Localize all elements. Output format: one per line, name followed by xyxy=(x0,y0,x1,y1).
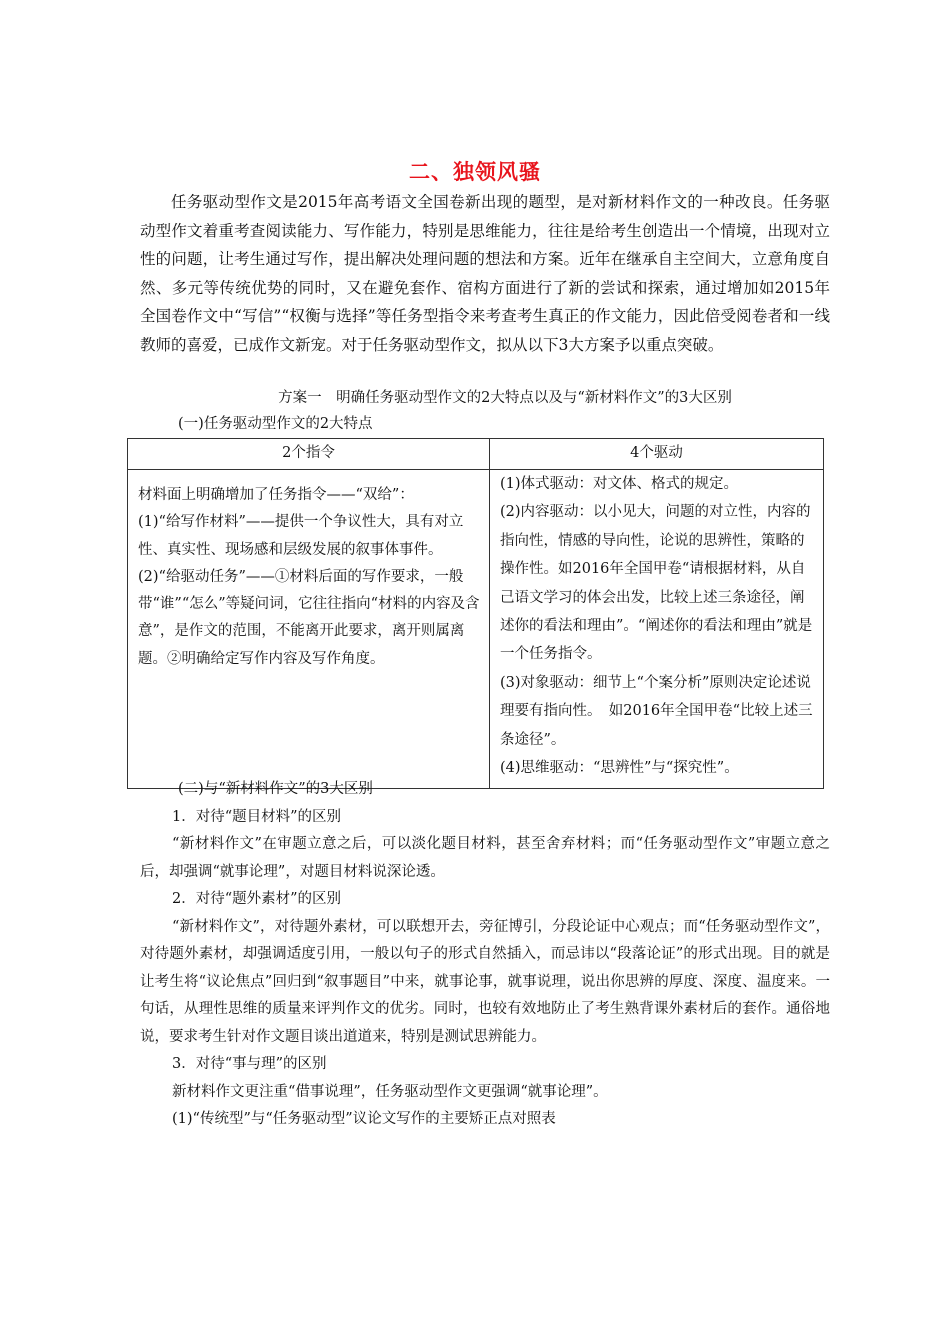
drivers-line: (2)内容驱动：以小见大，问题的对立性，内容的指向性，情感的导向性，论说的思辨性，策略的操作性。如2016年全国甲卷“请根据材料，从自己语文学习的体会出发，比较上述三条途径，阐述你的看法和理由”。“阐述你的看法和理由”就是一个任务指令。 xyxy=(500,504,813,663)
drivers-line: (4)思维驱动：“思辨性”与“探究性”。 xyxy=(500,760,739,777)
table-header-directives: 2个指令 xyxy=(128,439,490,470)
comparison-table-caption: (1)“传统型”与“任务驱动型”议论文写作的主要矫正点对照表 xyxy=(172,1111,556,1127)
directives-line: (1)“给写作材料”——提供一个争议性大，具有对立性、真实性、现场感和层级发展的叙事体事件。 xyxy=(138,514,464,558)
table-row xyxy=(128,470,824,789)
section-one-title: (一)任务驱动型作文的2大特点 xyxy=(178,416,373,432)
directives-line: (2)“给驱动任务”——①材料后面的写作要求，一般带“谁”“怎么”等疑问词，它往往指向“材料的内容及含意”，是作文的范围，不能离开此要求，离开则属离题。②明确给定写作内容及写作角度。 xyxy=(138,568,480,667)
drivers-line: (1)体式驱动：对文体、格式的规定。 xyxy=(500,476,739,492)
directives-cell xyxy=(128,470,490,789)
difference-2-title: 2．对待“题外素材”的区别 xyxy=(172,891,342,907)
drivers-cell xyxy=(490,470,824,789)
directives-line: 材料面上明确增加了任务指令——“双给”： xyxy=(138,487,414,503)
difference-1-title: 1．对待“题目材料”的区别 xyxy=(172,808,342,825)
difference-3-title: 3．对待“事与理”的区别 xyxy=(172,1056,327,1072)
difference-3-text: 新材料作文更注重“借事说理”，任务驱动型作文更强调“就事论理”。 xyxy=(172,1083,608,1100)
difference-1-text: “新材料作文”在审题立意之后，可以淡化题目材料，甚至舍弃材料；而“任务驱动型作文”审题立意之后，却强调“就事论理”，对题目材料说深论透。 xyxy=(140,836,830,880)
difference-2-text: “新材料作文”，对待题外素材，可以联想开去，旁征博引，分段论证中心观点；而“任务驱动型作文”，对待题外素材，却强调适度引用，一般以句子的形式自然插入，而忌讳以“段落论证”的形式出现。目的就是让考生将“议论焦点”回归到“叙事题目”中来，就事论事，就事说理，说出你思辨的厚度、深度、温度来。一句话，从理性思维的质量来评判作文的优劣。同时，也较有效地防止了考生熟背课外素材后的套作。通俗地说，要求考生针对作文题目谈出道道来，特别是测试思辨能力。 xyxy=(140,918,830,1045)
drivers-line: (3)对象驱动：细节上“个案分析”原则决定论述说理要有指向性。 如2016年全国甲卷“比较上述三条途径”。 xyxy=(500,674,813,748)
section-two-title: (二)与“新材料作文”的3大区别 xyxy=(178,781,373,797)
table-header-row xyxy=(128,439,824,470)
intro-paragraph: 任务驱动型作文是2015年高考语文全国卷新出现的题型，是对新材料作文的一种改良。任务驱动型作文着重考查阅读能力、写作能力，特别是思维能力，往往是给考生创造出一个情境，出现对立性的问题，让考生通过写作，提出解决处理问题的想法和方案。近年在继承自主空间大，立意角度自然、多元等传统优势的同时，又在避免套作、宿构方面进行了新的尝试和探索，通过增加如2015年全国卷作文中“写信”“权衡与选择”等任务型指令来考查考生真正的作文能力，因此倍受阅卷者和一线教师的喜爱，已成作文新宠。对于任务驱动型作文，拟从以下3大方案予以重点突破。 xyxy=(140,193,830,354)
plan-one-title: 方案一 明确任务驱动型作文的2大特点以及与“新材料作文”的3大区别 xyxy=(278,390,732,406)
differences-section xyxy=(140,776,830,1134)
features-table xyxy=(127,438,824,789)
section-heading: 二、独领风骚 xyxy=(409,160,541,184)
table-header-drivers: 4个驱动 xyxy=(490,439,824,470)
